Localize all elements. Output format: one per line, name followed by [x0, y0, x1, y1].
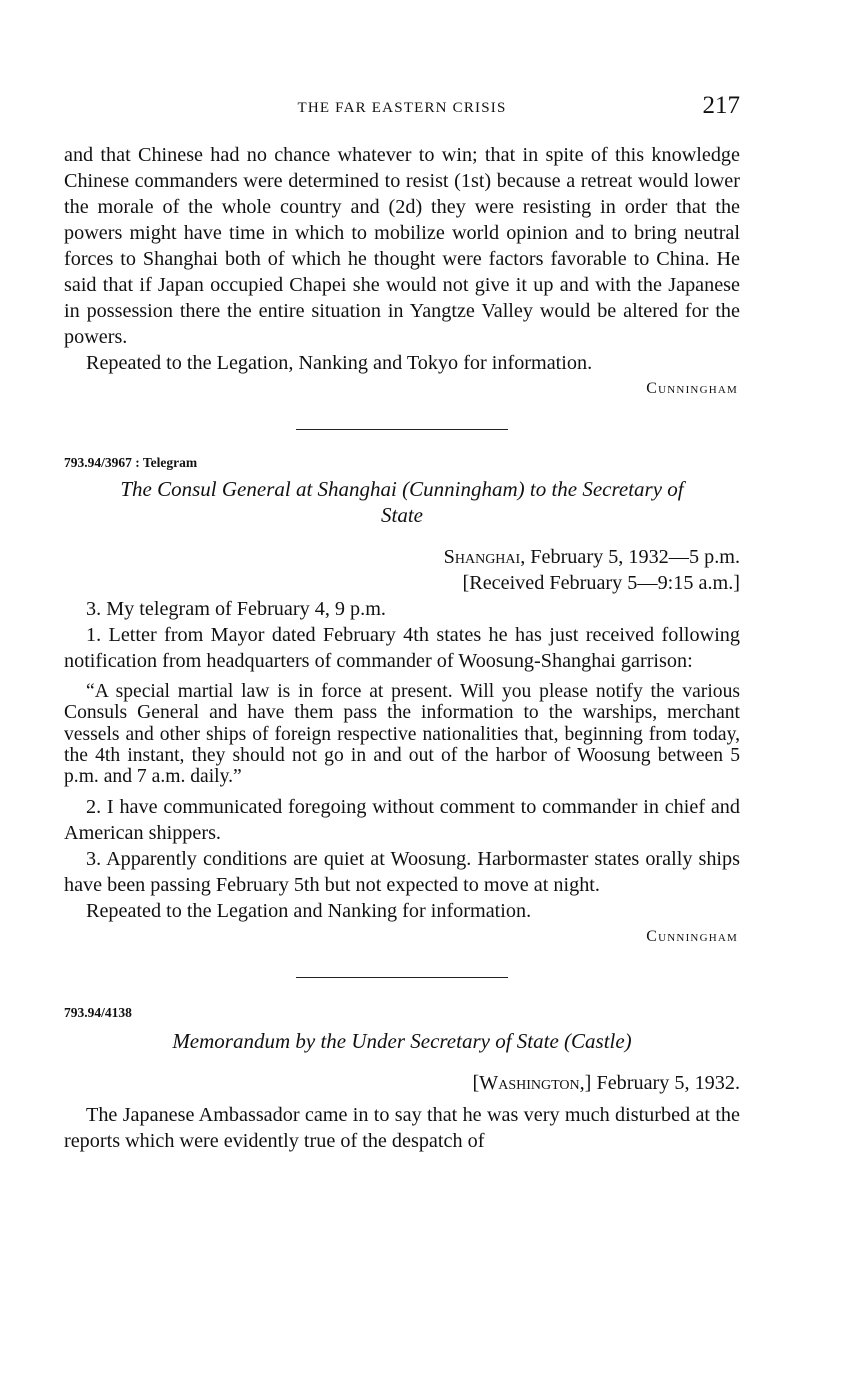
- doc2-date-time: February 5, 1932—5 p.m.: [525, 546, 740, 568]
- doc2-dateline: [64, 544, 740, 570]
- doc2-para-1: 1. Letter from Mayor dated February 4th states he has just received following notification from headquarters of commander of Woosung-Shanghai garrison:: [64, 624, 740, 672]
- doc1-signature: Cunningham: [646, 380, 738, 397]
- doc1-repeated: Repeated to the Legation, Nanking and Tokyo for information.: [86, 352, 593, 374]
- doc2-quoted-notification: “A special martial law is in force at present. Will you please notify the various Consuls General and have them pass the information to the warships, merchant vessels and other ships of foreign respective nationalities that, beginning from today, the 4th instant, they should not go in and out of the harbor of Woosung between 5 p.m. and 7 a.m. daily.”: [64, 681, 740, 788]
- section-divider: [296, 977, 508, 978]
- doc2-para-2: 2. I have communicated foregoing without comment to commander in chief and American shippers.: [64, 796, 740, 845]
- doc3-file-number: 793.94/4138: [64, 1005, 132, 1021]
- doc2-para-3: 3. Apparently conditions are quiet at Woosung. Harbormaster states orally ships have been passing February 5th but not expected to move at night.: [64, 848, 740, 897]
- doc2-para-reference: 3. My telegram of February 4, 9 p.m.: [86, 598, 386, 620]
- doc2-date-place: Shanghai,: [443, 546, 526, 568]
- doc2-signature: Cunningham: [646, 928, 738, 946]
- doc2-repeated: Repeated to the Legation and Nanking for information.: [86, 900, 532, 923]
- doc3-body: The Japanese Ambassador came in to say that he was very much disturbed at the reports which were evidently true of the despatch of: [64, 1104, 740, 1153]
- doc3-date-time: February 5, 1932.: [591, 1072, 740, 1095]
- doc2-received: [Received February 5—9:15 a.m.]: [462, 572, 740, 594]
- doc3-date-place: [Washington,]: [472, 1072, 592, 1095]
- doc3-dateline: [64, 1070, 740, 1096]
- doc2-title: The Consul General at Shanghai (Cunningham) to the Secretary of State: [120, 477, 684, 527]
- section-divider: [296, 429, 508, 430]
- doc3-title: Memorandum by the Under Secretary of State (Castle): [172, 1029, 632, 1054]
- doc2-file-number: 793.94/3967 : Telegram: [64, 455, 198, 470]
- doc1-continuation: and that Chinese had no chance whatever to win; that in spite of this knowledge Chinese commanders were determined to resist (1st) because a retreat would lower the morale of the whole country and (2d) they were resisting in order that the powers might have time in which to mobilize world opinion and to bring neutral forces to Shanghai both of which he thought were factors favorable to China. He said that if Japan occupied Chapei she would not give it up and with the Japanese in possession there the entire situation in Yangtze Valley would be altered for the powers.: [64, 144, 740, 348]
- running-head: [64, 92, 740, 128]
- document-page: [64, 92, 740, 1154]
- page-number: 217: [702, 92, 740, 119]
- running-title: THE FAR EASTERN CRISIS: [297, 100, 507, 116]
